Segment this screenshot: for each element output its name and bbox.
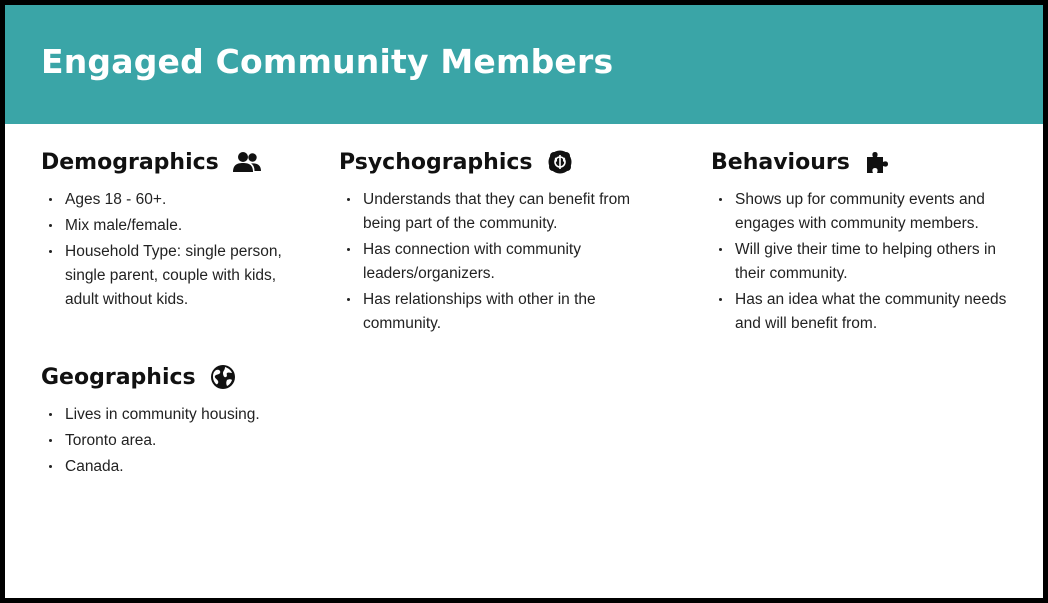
psychographics-heading-text: Psychographics xyxy=(339,149,533,175)
puzzle-icon xyxy=(864,149,890,175)
psychographics-list xyxy=(339,188,669,336)
demographics-heading xyxy=(41,148,301,176)
psychographics-heading xyxy=(339,148,669,176)
psychographics-section xyxy=(339,148,669,338)
list-item: Mix male/female. xyxy=(41,214,301,238)
behaviours-section xyxy=(711,148,1021,338)
behaviours-heading xyxy=(711,148,1021,176)
list-item: Will give their time to helping others in their community. xyxy=(711,238,1021,286)
behaviours-heading-text: Behaviours xyxy=(711,149,850,175)
list-item: Ages 18 - 60+. xyxy=(41,188,301,212)
brain-icon xyxy=(547,149,573,175)
globe-icon xyxy=(210,364,236,390)
demographics-heading-text: Demographics xyxy=(41,149,219,175)
users-icon xyxy=(233,151,261,173)
header-banner xyxy=(5,5,1043,124)
list-item: Lives in community housing. xyxy=(41,403,261,427)
list-item: Toronto area. xyxy=(41,429,261,453)
geographics-section xyxy=(41,363,261,481)
demographics-section xyxy=(41,148,301,314)
behaviours-list xyxy=(711,188,1021,336)
list-item: Shows up for community events and engages with community members. xyxy=(711,188,1021,236)
list-item: Understands that they can benefit from being part of the community. xyxy=(339,188,669,236)
list-item: Canada. xyxy=(41,455,261,479)
list-item: Has connection with community leaders/organizers. xyxy=(339,238,669,286)
list-item: Has an idea what the community needs and will benefit from. xyxy=(711,288,1021,336)
demographics-list xyxy=(41,188,301,312)
geographics-heading xyxy=(41,363,261,391)
list-item: Household Type: single person, single parent, couple with kids, adult without kids. xyxy=(41,240,301,312)
geographics-heading-text: Geographics xyxy=(41,364,196,390)
page-title: Engaged Community Members xyxy=(41,42,614,81)
list-item: Has relationships with other in the community. xyxy=(339,288,669,336)
geographics-list xyxy=(41,403,261,479)
